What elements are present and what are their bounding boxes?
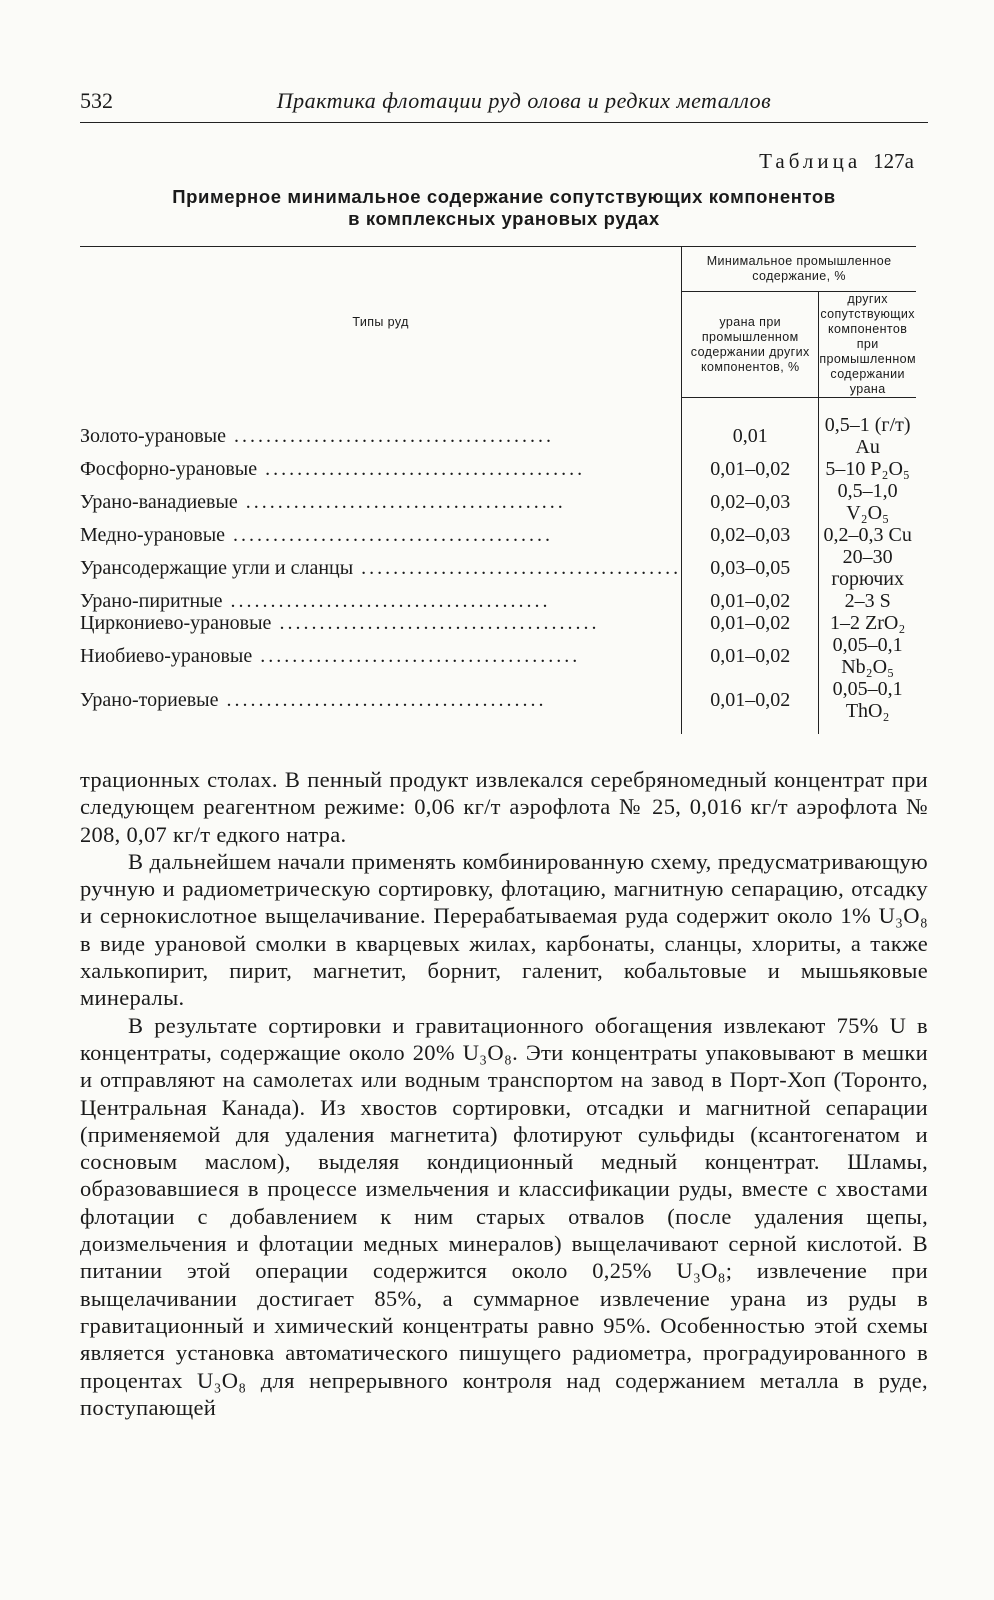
uranium-content-cell: 0,01–0,02 [682,458,819,480]
ore-type-name: Медно-урановые [80,524,226,546]
table-title-line-1: Примерное минимальное содержание сопутствующих компонентов [172,186,836,207]
body-text [80,766,928,1421]
table-row [80,546,916,590]
uranium-content-cell: 0,01 [682,398,819,459]
ore-type-name: Урано-пиритные [80,590,223,612]
other-components-cell: 1–2 ZrO₂ [830,612,906,634]
table-body [80,398,916,735]
ore-type-name: Циркониево-урановые [80,612,272,634]
ore-type-cell [80,480,682,524]
table-title-line-2: в комплексных урановых рудах [348,208,660,229]
table-row [80,590,916,612]
paragraph-2: В дальнейшем начали применять комбинированную схему, предусматривающую ручную и радиометрическую сортировку, флотацию, магнитную сепарацию, отсадку и сернокислотное выщелачивание. Перерабатываемая руда содержит около 1% U₃O₈ в виде урановой смолки в кварцевых жилах, карбонаты, сланцы, хлориты, а также халькопирит, пирит, магнетит, борнит, галенит, кобальтовые и мышьяковые минералы. [80,848,928,1011]
ore-type-cell [80,612,682,634]
table-title [80,186,928,230]
ore-content-table [80,246,916,734]
ore-type-name: Урано-ториевые [80,689,219,711]
table-label-word: Таблица [759,149,862,173]
table-row [80,458,916,480]
paragraph-1: трационных столах. В пенный продукт извлекался серебряномедный концентрат при следующем реагентном режиме: 0,06 кг/т аэрофлота № 25, 0,016 кг/т аэрофлота № 208, 0,07 кг/т едкого натра. [80,767,928,847]
leader-dots: ........................................ [225,424,554,447]
ore-type-cell [80,590,682,612]
column-header-other-components: других сопутствующих компонентов при промышленном содержании урана [819,292,916,396]
other-components-cell: 0,05–0,1 Nb₂O₅ [832,634,903,678]
table-label [80,149,928,174]
ore-type-cell [80,398,682,459]
column-header-uranium: урана при промышленном содержании других компонентов, % [682,292,819,398]
uranium-content-cell: 0,02–0,03 [682,524,819,546]
leader-dots: ........................................ [257,458,586,480]
column-header-ore-types: Типы руд [80,247,682,398]
leader-dots: ........................................ [218,689,547,711]
page-number: 532 [80,88,113,113]
ore-type-name: Золото-урановые [80,424,226,447]
table-row [80,524,916,546]
uranium-content-cell: 0,01–0,02 [682,678,819,734]
page-header [80,88,928,123]
ore-type-cell [80,634,682,678]
leader-dots: ........................................ [222,590,551,612]
uranium-content-cell: 0,03–0,05 [682,546,819,590]
table-row [80,634,916,678]
uranium-content-cell: 0,01–0,02 [682,612,819,634]
leader-dots: ........................................ [237,491,566,513]
uranium-content-cell: 0,02–0,03 [682,480,819,524]
leader-dots: ........................................ [353,557,682,579]
uranium-content-cell: 0,01–0,02 [682,634,819,678]
ore-type-cell [80,678,682,734]
table-row [80,678,916,734]
leader-dots: ........................................ [252,645,581,667]
other-components-cell: 0,5–1 (г/т) Au [824,414,911,458]
ore-type-name: Урансодержащие угли и сланцы [80,557,354,579]
other-components-cell: 0,2–0,3 Cu [823,524,912,546]
ore-type-name: Фосфорно-урановые [80,458,258,480]
table-row [80,612,916,634]
paragraph-3: В результате сортировки и гравитационного обогащения извлекают 75% U в концентраты, содержащие около 20% U₃O₈. Эти концентраты упаковывают в мешки и отправляют на самолетах или водным транспортом на завод в Порт-Хоп (Торонто, Центральная Канада). Из хвостов сортировки, отсадки и магнитной сепарации (применяемой для удаления магнетита) флотируют сульфиды (ксантогенатом и сосновым маслом), выделяя кондиционный медный концентрат. Шламы, образовавшиеся в процессе измельчения и классификации руды, вместе с хвостами флотации с добавлением к ним старых отвалов (после удаления щепы, доизмельчения и флотации медных минералов) выщелачивают серной кислотой. В питании этой операции содержится около 0,25% U₃O₈; извлечение при выщелачивании достигает 85%, а суммарное извлечение урана из руды в гравитационный и химический концентраты равно 95%. Особенностью этой схемы является установка автоматического пишущего радиометра, проградуированного в процентах U₃O₈ для непрерывного контроля над содержанием металла в руде, поступающей [80,1012,928,1420]
ore-type-name: Урано-ванадиевые [80,491,238,513]
running-title: Практика флотации руд олова и редких металлов [276,88,772,113]
ore-type-cell [80,546,682,590]
book-page [80,88,928,1421]
ore-type-name: Ниобиево-урановые [80,645,253,667]
ore-type-cell [80,524,682,546]
other-components-cell: 2–3 S [844,590,891,612]
uranium-content-cell: 0,01–0,02 [682,590,819,612]
table-row [80,398,916,459]
column-header-min-content: Минимальное промышленное содержание, % [682,247,916,292]
table-row [80,480,916,524]
other-components-cell: 20–30 горючих [831,546,904,590]
leader-dots: ........................................ [225,524,554,546]
other-components-cell: 0,05–0,1 ThO₂ [832,678,903,722]
other-components-cell: 5–10 P₂O₅ [825,458,910,480]
other-components-cell: 0,5–1,0 V₂O₅ [837,480,898,524]
table-number: 127а [873,149,914,173]
ore-type-cell [80,458,682,480]
leader-dots: ........................................ [271,612,600,634]
